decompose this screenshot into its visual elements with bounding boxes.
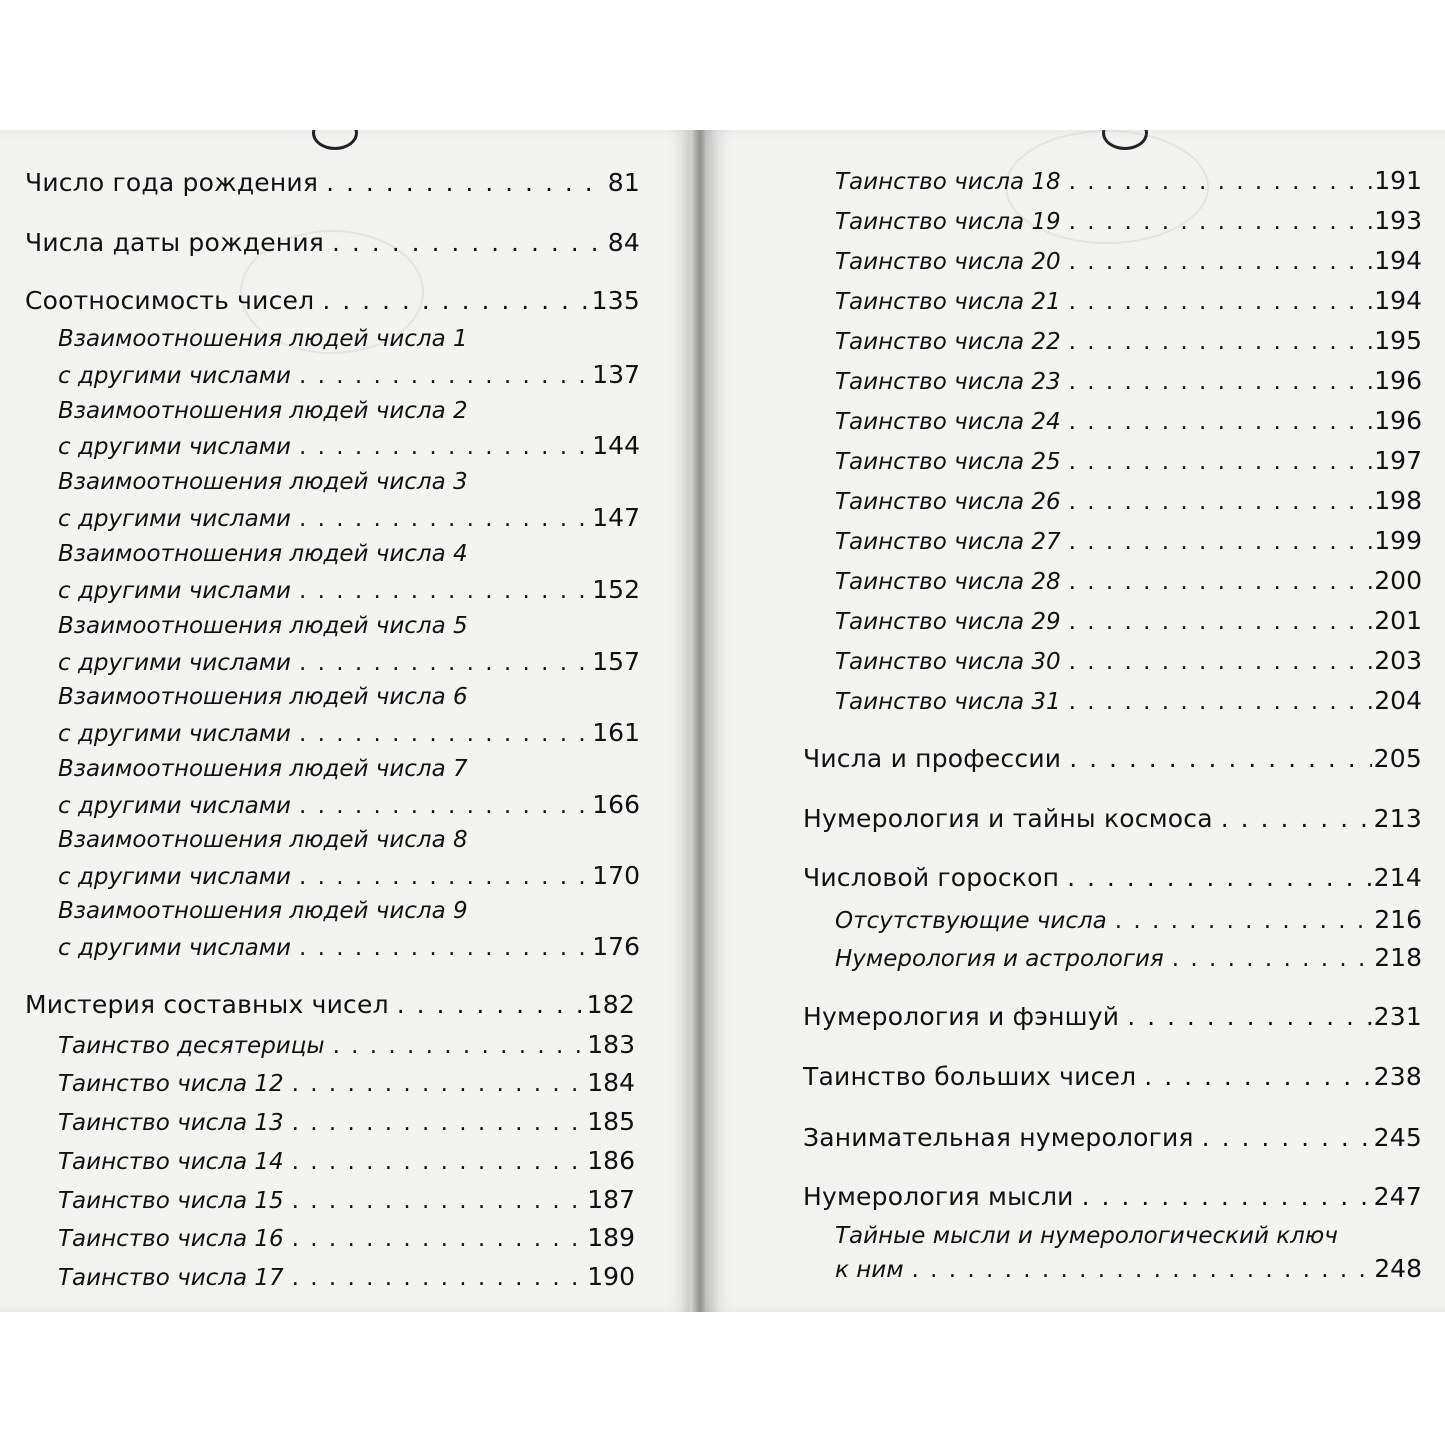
toc-entry: Числа даты рождения . . . 84 bbox=[25, 228, 640, 257]
toc-subentry-line1: Взаимоотношения людей числа 3 bbox=[58, 469, 468, 495]
page-number: 198 bbox=[1374, 486, 1422, 515]
page-number: 196 bbox=[1374, 366, 1422, 395]
page-number: 144 bbox=[592, 431, 640, 460]
toc-subentry-line1: Взаимоотношения людей числа 7 bbox=[58, 756, 468, 782]
toc-entry: Числа и профессии . . . 205 bbox=[803, 744, 1422, 773]
toc-subentry-line1: Взаимоотношения людей числа 8 bbox=[58, 827, 468, 853]
toc-subentry: с другими числами . . . 144 bbox=[58, 431, 640, 460]
page-number: 247 bbox=[1373, 1182, 1422, 1211]
toc-subentry: к ним . . . 248 bbox=[835, 1254, 1422, 1283]
toc-subentry: Таинство числа 31 . . . 204 bbox=[835, 686, 1422, 715]
toc-subentry: Таинство числа 15 . . . 187 bbox=[58, 1185, 635, 1214]
page-number: 194 bbox=[1374, 286, 1422, 315]
page-number: 195 bbox=[1374, 326, 1422, 355]
page-number: 203 bbox=[1374, 646, 1422, 675]
toc-subentry: Таинство десятерицы . . . 183 bbox=[58, 1030, 635, 1059]
page-number: 182 bbox=[586, 990, 635, 1019]
toc-subentry-line1: Взаимоотношения людей числа 4 bbox=[58, 541, 468, 567]
right-page bbox=[705, 130, 1445, 1312]
page-number: 185 bbox=[587, 1107, 635, 1136]
page-number: 157 bbox=[592, 647, 640, 676]
toc-subentry: с другими числами . . . 147 bbox=[58, 503, 640, 532]
toc-entry: Мистерия составных чисел . . . 182 bbox=[25, 990, 635, 1019]
toc-subentry-line1: Взаимоотношения людей числа 9 bbox=[58, 898, 468, 924]
toc-subentry: с другими числами . . . 137 bbox=[58, 360, 640, 389]
toc-subentry: Таинство числа 12 . . . 184 bbox=[58, 1068, 635, 1097]
toc-subentry-line1: Взаимоотношения людей числа 1 bbox=[58, 326, 468, 352]
toc-subentry: Таинство числа 13 . . . 185 bbox=[58, 1107, 635, 1136]
page-number: 205 bbox=[1373, 744, 1422, 773]
page-number: 135 bbox=[591, 286, 640, 315]
toc-entry: Соотносимость чисел . . . 135 bbox=[25, 286, 640, 315]
toc-entry: Нумерология и фэншуй . . . 231 bbox=[803, 1002, 1422, 1031]
page-number: 231 bbox=[1373, 1002, 1422, 1031]
page-number: 161 bbox=[592, 718, 640, 747]
toc-entry: Нумерология и тайны космоса . . . 213 bbox=[803, 804, 1422, 833]
page-number: 183 bbox=[587, 1030, 635, 1059]
page-number: 184 bbox=[587, 1068, 635, 1097]
page-number: 166 bbox=[592, 790, 640, 819]
toc-subentry: Таинство числа 19 . . . 193 bbox=[835, 206, 1422, 235]
toc-subentry: Отсутствующие числа . . . 216 bbox=[835, 905, 1422, 934]
page-number: 213 bbox=[1373, 804, 1422, 833]
page-number: 214 bbox=[1373, 863, 1422, 892]
toc-subentry: Таинство числа 17 . . . 190 bbox=[58, 1262, 635, 1291]
toc-entry: Числовой гороскоп . . . 214 bbox=[803, 863, 1422, 892]
toc-subentry: Таинство числа 28 . . . 200 bbox=[835, 566, 1422, 595]
toc-subentry: Таинство числа 24 . . . 196 bbox=[835, 406, 1422, 435]
toc-entry: Нумерология мысли . . . 247 bbox=[803, 1182, 1422, 1211]
page-number: 84 bbox=[607, 228, 640, 257]
toc-subentry: Таинство числа 21 . . . 194 bbox=[835, 286, 1422, 315]
ornament-icon bbox=[312, 130, 358, 150]
page-number: 218 bbox=[1374, 943, 1422, 972]
toc-subentry: с другими числами . . . 161 bbox=[58, 718, 640, 747]
page-number: 190 bbox=[587, 1262, 635, 1291]
page-number: 216 bbox=[1374, 905, 1422, 934]
toc-subentry: Таинство числа 14 . . . 186 bbox=[58, 1146, 635, 1175]
toc-subentry: с другими числами . . . 176 bbox=[58, 932, 640, 961]
toc-subentry: Таинство числа 16 . . . 189 bbox=[58, 1223, 635, 1252]
toc-entry: Занимательная нумерология . . . 245 bbox=[803, 1123, 1422, 1152]
toc-subentry-line1: Взаимоотношения людей числа 2 bbox=[58, 398, 468, 424]
toc-subentry: Таинство числа 22 . . . 195 bbox=[835, 326, 1422, 355]
page-number: 196 bbox=[1374, 406, 1422, 435]
page-number: 201 bbox=[1374, 606, 1422, 635]
toc-entry: Число года рождения . . . 81 bbox=[25, 168, 640, 197]
toc-subentry-line1: Взаимоотношения людей числа 6 bbox=[58, 684, 468, 710]
toc-subentry-line1: Тайные мысли и нумерологический ключ bbox=[835, 1223, 1338, 1249]
page-number: 81 bbox=[607, 168, 640, 197]
page-number: 193 bbox=[1374, 206, 1422, 235]
page-number: 197 bbox=[1374, 446, 1422, 475]
page-number: 152 bbox=[592, 575, 640, 604]
page-number: 176 bbox=[592, 932, 640, 961]
toc-subentry: Таинство числа 29 . . . 201 bbox=[835, 606, 1422, 635]
toc-subentry: Таинство числа 26 . . . 198 bbox=[835, 486, 1422, 515]
page-number: 170 bbox=[592, 861, 640, 890]
toc-subentry-line1: Взаимоотношения людей числа 5 bbox=[58, 613, 468, 639]
page-number: 137 bbox=[592, 360, 640, 389]
toc-subentry: Таинство числа 18 . . . 191 bbox=[835, 166, 1422, 195]
page-number: 191 bbox=[1374, 166, 1422, 195]
page-number: 186 bbox=[587, 1146, 635, 1175]
page-number: 189 bbox=[587, 1223, 635, 1252]
toc-subentry: Таинство числа 20 . . . 194 bbox=[835, 246, 1422, 275]
toc-subentry: Таинство числа 27 . . . 199 bbox=[835, 526, 1422, 555]
toc-subentry: Таинство числа 30 . . . 203 bbox=[835, 646, 1422, 675]
page-number: 204 bbox=[1374, 686, 1422, 715]
page-number: 199 bbox=[1374, 526, 1422, 555]
toc-subentry: с другими числами . . . 170 bbox=[58, 861, 640, 890]
toc-entry: Таинство больших чисел . . . 238 bbox=[803, 1062, 1422, 1091]
toc-subentry: с другими числами . . . 166 bbox=[58, 790, 640, 819]
page-number: 200 bbox=[1374, 566, 1422, 595]
page-number: 248 bbox=[1374, 1254, 1422, 1283]
toc-subentry: Таинство числа 25 . . . 197 bbox=[835, 446, 1422, 475]
toc-subentry: с другими числами . . . 157 bbox=[58, 647, 640, 676]
toc-subentry: Таинство числа 23 . . . 196 bbox=[835, 366, 1422, 395]
page-number: 245 bbox=[1373, 1123, 1422, 1152]
page-number: 238 bbox=[1373, 1062, 1422, 1091]
page-number: 147 bbox=[592, 503, 640, 532]
toc-subentry: Нумерология и астрология . . . 218 bbox=[835, 943, 1422, 972]
left-page bbox=[0, 130, 695, 1312]
page-number: 194 bbox=[1374, 246, 1422, 275]
page-number: 187 bbox=[587, 1185, 635, 1214]
toc-subentry: с другими числами . . . 152 bbox=[58, 575, 640, 604]
